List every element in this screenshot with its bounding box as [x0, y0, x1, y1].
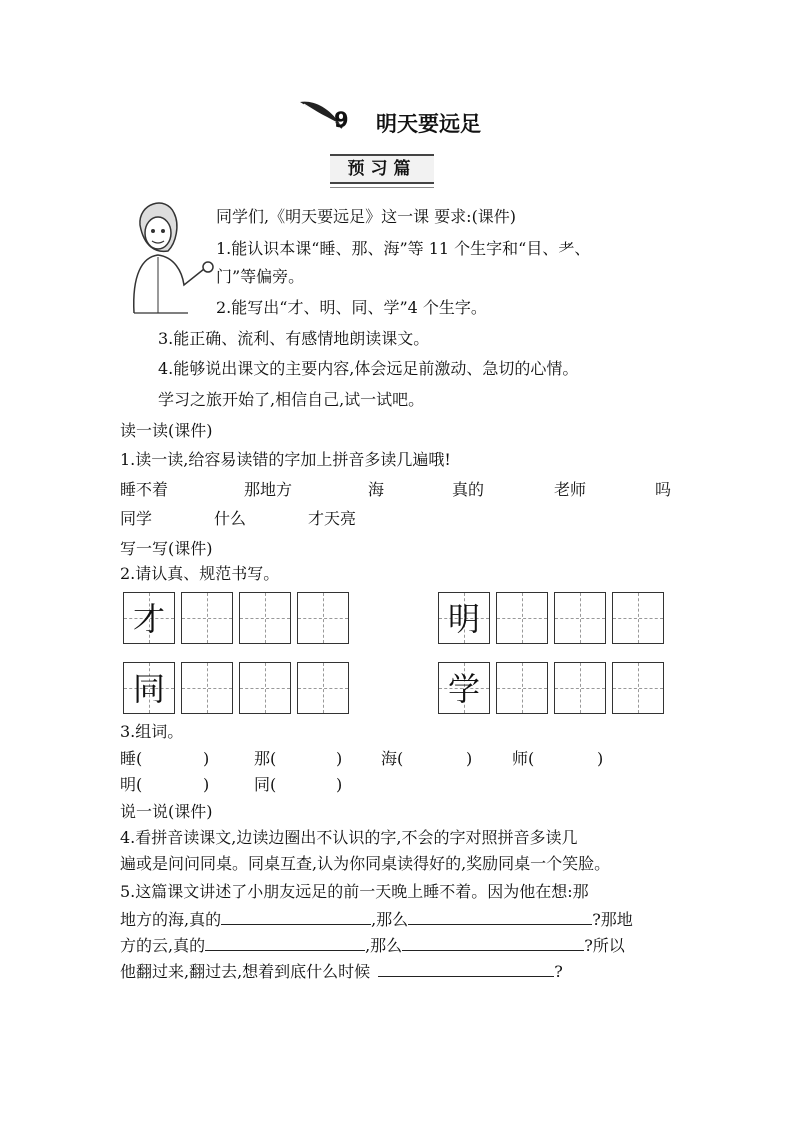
goal-2: 2.能写出“才、明、同、学”4 个生字。	[216, 298, 487, 317]
question-2: 2.请认真、规范书写。	[120, 564, 280, 583]
word-blank-label: 睡(	[120, 749, 143, 768]
writing-grid-box[interactable]	[496, 592, 548, 644]
answer-blank[interactable]	[402, 934, 584, 951]
q5-text: ?那地	[592, 910, 633, 929]
goal-1a: 1.能认识本课“睡、那、海”等 11 个生字和“目、耂、	[216, 239, 591, 258]
answer-blank[interactable]	[408, 908, 592, 925]
q5-text: ,那么	[365, 936, 403, 955]
goal-4: 4.能够说出课文的主要内容,体会远足前激动、急切的心情。	[158, 359, 579, 378]
lesson-number: 9	[334, 108, 349, 132]
model-character: 明	[447, 600, 480, 638]
writing-grid-box[interactable]	[554, 592, 606, 644]
word-item: 才天亮	[308, 509, 357, 528]
word-blank-close: )	[466, 749, 473, 768]
writing-grid-box[interactable]	[297, 592, 349, 644]
word-blank-close: )	[203, 775, 210, 794]
question-5b	[120, 908, 633, 930]
word-blank-label: 师(	[512, 749, 535, 768]
q5-text: 地方的海,真的	[120, 910, 222, 929]
answer-blank[interactable]	[378, 960, 554, 977]
speak-heading: 说一说(课件)	[120, 802, 213, 821]
question-5d	[120, 960, 563, 982]
q5-text: ?所以	[584, 936, 625, 955]
answer-blank[interactable]	[205, 934, 365, 951]
q5-text: 他翻过来,翻过去,想着到底什么时候	[120, 962, 371, 981]
writing-grid-box[interactable]	[496, 662, 548, 714]
word-item: 什么	[214, 509, 247, 528]
intro-line: 同学们,《明天要远足》这一课 要求:(课件)	[216, 207, 517, 226]
word-item: 老师	[554, 480, 587, 499]
word-item: 睡不着	[120, 480, 169, 499]
word-blank-label: 海(	[381, 749, 404, 768]
word-blank-label: 明(	[120, 775, 143, 794]
goal-1b: 门”等偏旁。	[216, 267, 305, 286]
question-5c	[120, 934, 625, 956]
word-blank-close: )	[597, 749, 604, 768]
word-item: 同学	[120, 509, 153, 528]
writing-grid-box[interactable]	[239, 592, 291, 644]
word-blank-close: )	[203, 749, 210, 768]
writing-grid-box[interactable]	[123, 592, 175, 644]
question-1: 1.读一读,给容易读错的字加上拼音多读几遍哦!	[120, 450, 451, 469]
writing-grid-box[interactable]	[297, 662, 349, 714]
write-heading: 写一写(课件)	[120, 539, 213, 558]
writing-grid-box[interactable]	[181, 662, 233, 714]
q5-text: ?	[554, 962, 563, 981]
writing-grid-box[interactable]	[554, 662, 606, 714]
teacher-illustration	[118, 195, 218, 315]
model-character: 同	[132, 670, 165, 708]
writing-grid-box[interactable]	[239, 662, 291, 714]
writing-grid-box[interactable]	[181, 592, 233, 644]
word-item: 那地方	[244, 480, 293, 499]
word-blank-close: )	[336, 749, 343, 768]
writing-grid-box[interactable]	[438, 592, 490, 644]
word-item: 吗	[655, 480, 672, 499]
word-blank-close: )	[336, 775, 343, 794]
page-title: 明天要远足	[376, 112, 481, 136]
q5-text: 方的云,真的	[120, 936, 206, 955]
writing-grid-box[interactable]	[123, 662, 175, 714]
q5-text: ,那么	[371, 910, 409, 929]
model-character: 才	[132, 600, 165, 638]
answer-blank[interactable]	[221, 908, 371, 925]
question-4b: 遍或是问问同桌。同桌互查,认为你同桌读得好的,奖励同桌一个笑脸。	[120, 854, 611, 873]
question-4a: 4.看拼音读课文,边读边圈出不认识的字,不会的字对照拼音多读几	[120, 828, 578, 847]
writing-grid-box[interactable]	[438, 662, 490, 714]
goal-3: 3.能正确、流利、有感情地朗读课文。	[158, 329, 430, 348]
section-banner: 预习篇	[330, 154, 434, 184]
intro-closing: 学习之旅开始了,相信自己,试一试吧。	[158, 390, 425, 409]
writing-grid-box[interactable]	[612, 592, 664, 644]
read-heading: 读一读(课件)	[120, 421, 213, 440]
banner-ornament	[330, 181, 434, 188]
word-item: 真的	[452, 480, 485, 499]
question-5a: 5.这篇课文讲述了小朋友远足的前一天晚上睡不着。因为他在想:那	[120, 882, 589, 901]
writing-grid-box[interactable]	[612, 662, 664, 714]
word-blank-label: 同(	[254, 775, 277, 794]
word-blank-label: 那(	[254, 749, 277, 768]
question-3: 3.组词。	[120, 722, 184, 741]
model-character: 学	[447, 670, 480, 708]
word-item: 海	[368, 480, 385, 499]
